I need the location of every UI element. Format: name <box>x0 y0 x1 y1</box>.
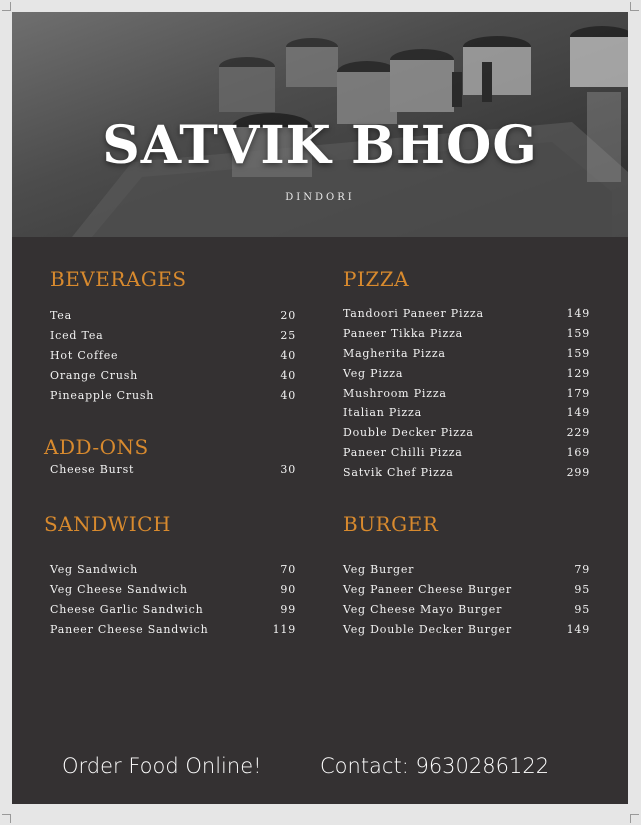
restaurant-name: SATVIK BHOG <box>102 115 538 176</box>
item-price: 149 <box>566 406 590 420</box>
addons-list <box>50 459 296 479</box>
crop-mark-top-left <box>2 2 11 11</box>
item-name: Veg Paneer Cheese Burger <box>343 582 512 596</box>
item-price: 99 <box>280 602 296 616</box>
pizza-list <box>343 304 590 482</box>
item-name: Veg Sandwich <box>50 562 138 576</box>
item-name: Veg Pizza <box>343 366 404 380</box>
menu-item <box>343 579 590 599</box>
item-price: 229 <box>566 426 590 440</box>
crop-mark-top-right <box>630 2 639 11</box>
item-price: 129 <box>566 366 590 380</box>
item-price: 40 <box>280 348 296 362</box>
order-online-text: Order Food Online! <box>62 754 262 778</box>
item-price: 149 <box>566 307 590 321</box>
item-price: 30 <box>280 462 296 476</box>
section-title-sandwich: SANDWICH <box>44 512 171 536</box>
item-name: Orange Crush <box>50 368 139 382</box>
item-price: 90 <box>280 582 296 596</box>
item-name: Satvik Chef Pizza <box>343 465 454 479</box>
section-title-addons: ADD-ONS <box>44 435 149 459</box>
item-name: Cheese Garlic Sandwich <box>50 602 204 616</box>
item-price: 40 <box>280 368 296 382</box>
menu-item <box>343 599 590 619</box>
item-price: 159 <box>566 327 590 341</box>
item-name: Double Decker Pizza <box>343 426 474 440</box>
item-price: 299 <box>566 465 590 479</box>
contact-text: Contact: 9630286122 <box>320 754 550 778</box>
section-title-beverages: BEVERAGES <box>50 267 187 291</box>
item-name: Veg Double Decker Burger <box>343 622 512 636</box>
item-name: Magherita Pizza <box>343 346 446 360</box>
crop-mark-bottom-right <box>630 814 639 823</box>
menu-item <box>343 363 590 383</box>
menu-item <box>343 383 590 403</box>
item-name: Paneer Tikka Pizza <box>343 327 464 341</box>
menu-item <box>50 305 296 325</box>
menu-item <box>343 619 590 639</box>
item-name: Italian Pizza <box>343 406 422 420</box>
item-price: 169 <box>566 445 590 459</box>
menu-item <box>343 559 590 579</box>
menu-item <box>50 365 296 385</box>
sandwich-list <box>50 559 296 639</box>
item-price: 95 <box>574 582 590 596</box>
item-price: 70 <box>280 562 296 576</box>
menu-item <box>50 599 296 619</box>
menu-item <box>50 385 296 405</box>
item-name: Veg Cheese Mayo Burger <box>343 602 503 616</box>
item-name: Veg Cheese Sandwich <box>50 582 188 596</box>
menu-item <box>343 423 590 443</box>
item-name: Tea <box>50 308 72 322</box>
menu-item <box>343 324 590 344</box>
menu-item <box>343 403 590 423</box>
menu-item <box>50 325 296 345</box>
item-name: Paneer Chilli Pizza <box>343 445 463 459</box>
item-name: Veg Burger <box>343 562 415 576</box>
menu-item <box>343 443 590 463</box>
item-name: Tandoori Paneer Pizza <box>343 307 484 321</box>
menu-item <box>50 619 296 639</box>
restaurant-location: DINDORI <box>285 192 355 203</box>
item-price: 119 <box>272 622 296 636</box>
item-price: 40 <box>280 388 296 402</box>
section-title-pizza: PIZZA <box>343 267 410 291</box>
section-title-burger: BURGER <box>343 512 439 536</box>
beverages-list <box>50 305 296 405</box>
menu-item <box>343 462 590 482</box>
crop-mark-bottom-left <box>2 814 11 823</box>
item-name: Mushroom Pizza <box>343 386 447 400</box>
item-price: 159 <box>566 346 590 360</box>
menu-item <box>50 345 296 365</box>
item-price: 95 <box>574 602 590 616</box>
item-price: 25 <box>280 328 296 342</box>
menu-item <box>50 579 296 599</box>
menu-item <box>343 344 590 364</box>
item-name: Cheese Burst <box>50 462 135 476</box>
hero-banner <box>12 12 628 237</box>
item-name: Iced Tea <box>50 328 104 342</box>
item-name: Hot Coffee <box>50 348 119 362</box>
menu-page <box>12 12 628 804</box>
item-name: Paneer Cheese Sandwich <box>50 622 209 636</box>
item-price: 149 <box>566 622 590 636</box>
burger-list <box>343 559 590 639</box>
item-price: 179 <box>566 386 590 400</box>
item-name: Pineapple Crush <box>50 388 155 402</box>
item-price: 20 <box>280 308 296 322</box>
item-price: 79 <box>574 562 590 576</box>
menu-item <box>343 304 590 324</box>
menu-item <box>50 559 296 579</box>
menu-item <box>50 459 296 479</box>
